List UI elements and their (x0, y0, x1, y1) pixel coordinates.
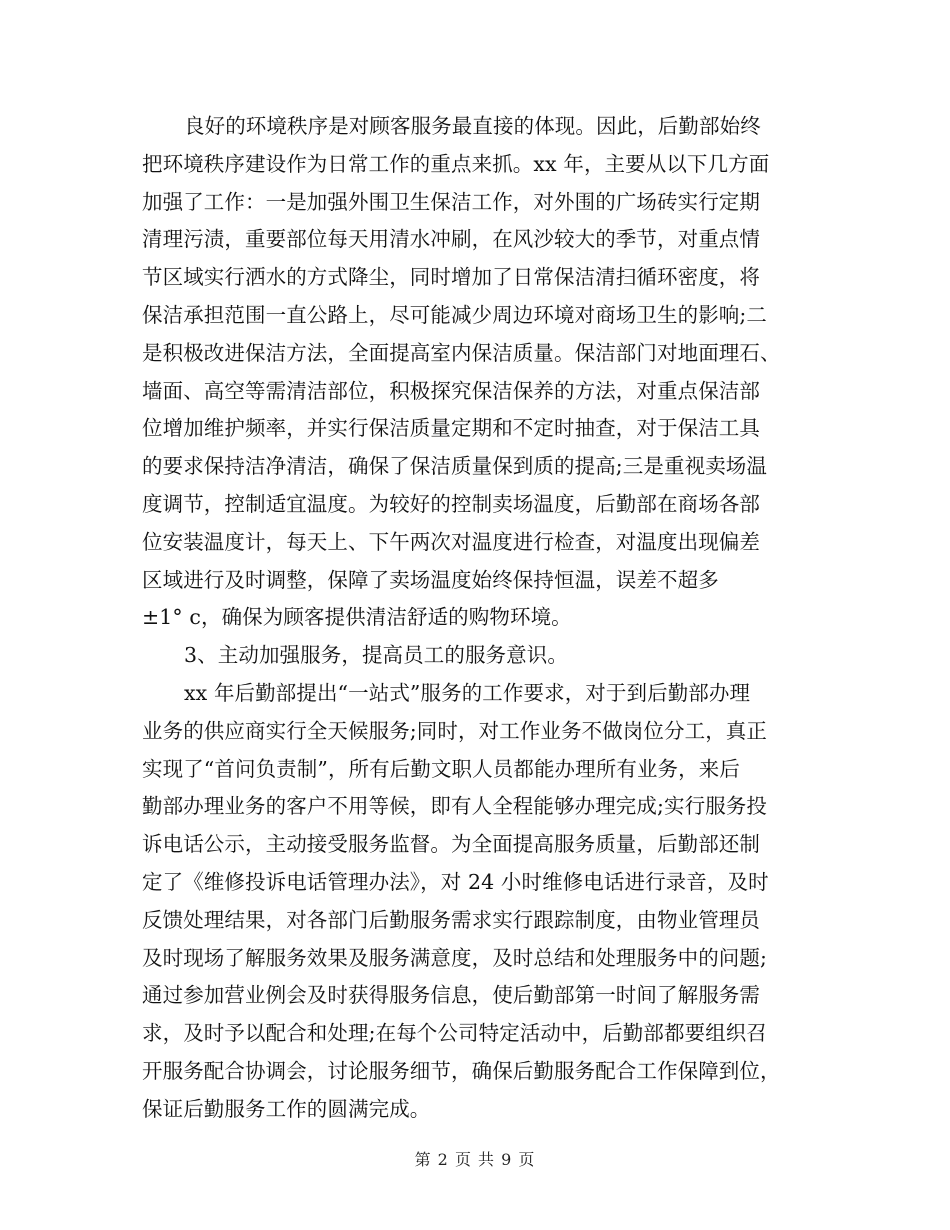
text-line: 墙面、高空等需清洁部位，积极探究保洁保养的方法，对重点保洁部 (142, 378, 760, 403)
text-line: 加强了工作：一是加强外围卫生保洁工作，对外围的广场砖实行定期 (142, 189, 760, 214)
text-line: ±1° c，确保为顾客提供清洁舒适的购物环境。 (142, 605, 572, 630)
text-line: 度调节，控制适宜温度。为较好的控制卖场温度，后勤部在商场各部 (142, 491, 760, 516)
section-heading-service (142, 637, 802, 675)
text-line: 3、主动加强服务，提高员工的服务意识。 (184, 643, 568, 668)
text-line: 区域进行及时调整，保障了卖场温度始终保持恒温，误差不超多 (142, 567, 719, 592)
text-line: 的要求保持洁净清洁，确保了保洁质量保到质的提高;三是重视卖场温 (142, 454, 768, 479)
text-line: xx 年后勤部提出“一站式”服务的工作要求，对于到后勤部办理 (184, 680, 751, 705)
page-number-footer: 第 2 页 共 9 页 (414, 1150, 536, 1169)
text-line: 业务的供应商实行全天候服务;同时，对工作业务不做岗位分工，真正 (142, 718, 768, 743)
text-line: 开服务配合协调会，讨论服务细节，确保后勤服务配合工作保障到位， (142, 1058, 781, 1083)
text-line: 清理污渍，重要部位每天用清水冲刷，在风沙较大的季节，对重点情 (142, 227, 760, 252)
text-line: 保证后勤服务工作的圆满完成。 (142, 1096, 431, 1121)
document-body (142, 108, 802, 1129)
text-line: 求，及时予以配合和处理;在每个公司特定活动中，后勤部都要组织召 (142, 1021, 768, 1046)
text-line: 诉电话公示，主动接受服务监督。为全面提高服务质量，后勤部还制 (142, 832, 760, 857)
text-line: 是积极改进保洁方法，全面提高室内保洁质量。保洁部门对地面理石、 (142, 340, 781, 365)
text-line: 位增加维护频率，并实行保洁质量定期和不定时抽查，对于保洁工具 (142, 416, 760, 441)
text-line: 节区域实行洒水的方式降尘，同时增加了日常保洁清扫循环密度，将 (142, 265, 760, 290)
text-line: 及时现场了解服务效果及服务满意度，及时总结和处理服务中的问题; (142, 945, 768, 970)
text-line: 勤部办理业务的客户不用等候，即有人全程能够办理完成;实行服务投 (142, 794, 768, 819)
text-line: 反馈处理结果，对各部门后勤服务需求实行跟踪制度，由物业管理员 (142, 907, 760, 932)
text-line: 良好的环境秩序是对顾客服务最直接的体现。因此，后勤部始终 (184, 114, 761, 138)
paragraph-one-stop-service (142, 675, 802, 1129)
text-line: 位安装温度计，每天上、下午两次对温度进行检查，对温度出现偏差 (142, 529, 760, 554)
paragraph-environment-order (142, 108, 802, 637)
text-line: 通过参加营业例会及时获得服务信息，使后勤部第一时间了解服务需 (142, 983, 760, 1008)
text-line: 实现了“首问负责制”，所有后勤文职人员都能办理所有业务，来后 (142, 756, 740, 781)
text-line: 定了《维修投诉电话管理办法》，对 24 小时维修电话进行录音，及时 (142, 869, 769, 894)
text-line: 把环境秩序建设作为日常工作的重点来抓。xx 年，主要从以下几方面 (142, 151, 770, 176)
text-line: 保洁承担范围一直公路上，尽可能减少周边环境对商场卫生的影响;二 (142, 302, 768, 327)
